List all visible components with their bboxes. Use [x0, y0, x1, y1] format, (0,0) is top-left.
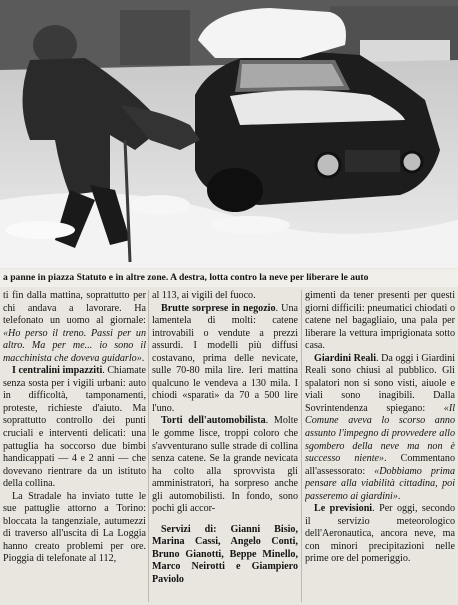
column-3: [305, 290, 455, 602]
subheading: Brutte sorprese in negozio: [161, 302, 276, 314]
photo-caption: a panne in piazza Statuto e in altre zone. A destra, lotta contro la neve per liberare le auto: [0, 269, 458, 287]
subheading: Torti dell'automobilista: [161, 415, 266, 427]
column-3-para-2: [305, 353, 455, 504]
column-1-para-1: [3, 290, 146, 365]
column-2-para-1: [152, 290, 298, 303]
column-2: [152, 290, 298, 602]
photo-illustration: [0, 0, 458, 268]
column-1-para-3: [3, 491, 146, 566]
text: . Una lamentela di molti: catene introvabili o vendute a prezzi assurdi. I modelli più diffusi costavano, prima delle nevicate, sulle 70-80 mila lire. Ieri mattina qualcuno le vendeva a 130 mila. I chiodi «sparati» da 70 a 500 lire l'uno.: [152, 302, 298, 414]
text: al 113, ai vigili del fuoco.: [152, 290, 256, 301]
text: . Chiamate senza sosta per i vigili urbani: auto in difficoltà, tamponamenti, proteste, richieste d'aiuto. Ma soprattutto controllo dei punti cruciali e interventi delicati: una pattuglia ha soccorso due bimbi handicappati — 4 e 2 anni — che dovevano rientrare da un istituto della collina.: [3, 365, 146, 490]
text: .: [141, 352, 145, 364]
text: La Stradale ha inviato tutte le sue pattuglie attorno a Torino: bloccata la tangenziale, autumezzi di traverso all'uscita di La Loggia hanno creato problemi per ore. Pioggia di telefonate al 112,: [3, 490, 146, 565]
column-divider: [301, 290, 302, 602]
text: ti fin dalla mattina, soprattutto per chi andava a lavorare. Ha telefonato un uomo al giornale:: [3, 290, 146, 327]
quote: «Il Comune aveva lo scorso anno assunto l'impegno di provvedere allo sgombero della neve ma non è successo niente»: [305, 402, 455, 465]
column-3-para-3: [305, 503, 455, 566]
column-2-para-2: [152, 303, 298, 416]
column-1-para-2: [3, 365, 146, 490]
subheading: Giardini Reali: [314, 352, 377, 364]
column-divider: [148, 290, 149, 602]
byline-credits: Servizi di: Gianni Bisio, Marina Cassi, Angelo Conti, Bruno Gianotti, Beppe Minello, Marco Neirotti e Giampiero Paviolo: [152, 523, 298, 586]
column-2-para-3: [152, 415, 298, 515]
subheading: I centralini impazziti: [12, 365, 103, 377]
text: gimenti da tener presenti per questi giorni difficili: pneumatici chiodati o catene nel bagagliaio, una pala per liberare la vettura imprigionata sotto casa.: [305, 290, 455, 352]
text: . Per oggi, secondo il servizio meteorologico dell'Aeronautica, ancora neve, ma con minori precipitazioni nelle prime ore del pomeriggio.: [305, 503, 455, 565]
quote: «Dobbiamo prima pensare alla viabilità cittadina, poi passeremo ai giardini»: [305, 465, 455, 502]
column-1: [3, 290, 146, 602]
text: .: [397, 490, 401, 502]
article-body: [0, 290, 458, 602]
subheading: Le previsioni: [314, 503, 373, 515]
quote: «Ho perso il treno. Passi per un altro. Ma per me... io sono il macchinista che doveva guidarlo»: [3, 327, 146, 364]
text: . Molte le gomme lisce, troppi coloro che s'avventurano sulle strade di collina senza catene. Se la grande nevicata ha colto alla sprovvista gli amministratori, ha sorpreso anche gli automobilisti. In fondo, sono pochi gli accor-: [152, 415, 298, 515]
text: . Commentano all'assessorato:: [305, 453, 455, 477]
snow-car-photo: [0, 0, 458, 268]
column-3-para-1: [305, 290, 455, 353]
text: . Da oggi i Giardini Reali sono chiusi al pubblico. Gli spalatori non si sono visti, aiuole e viali sono inagibili. Dalla Sovrintendenza spiegano:: [305, 352, 455, 414]
